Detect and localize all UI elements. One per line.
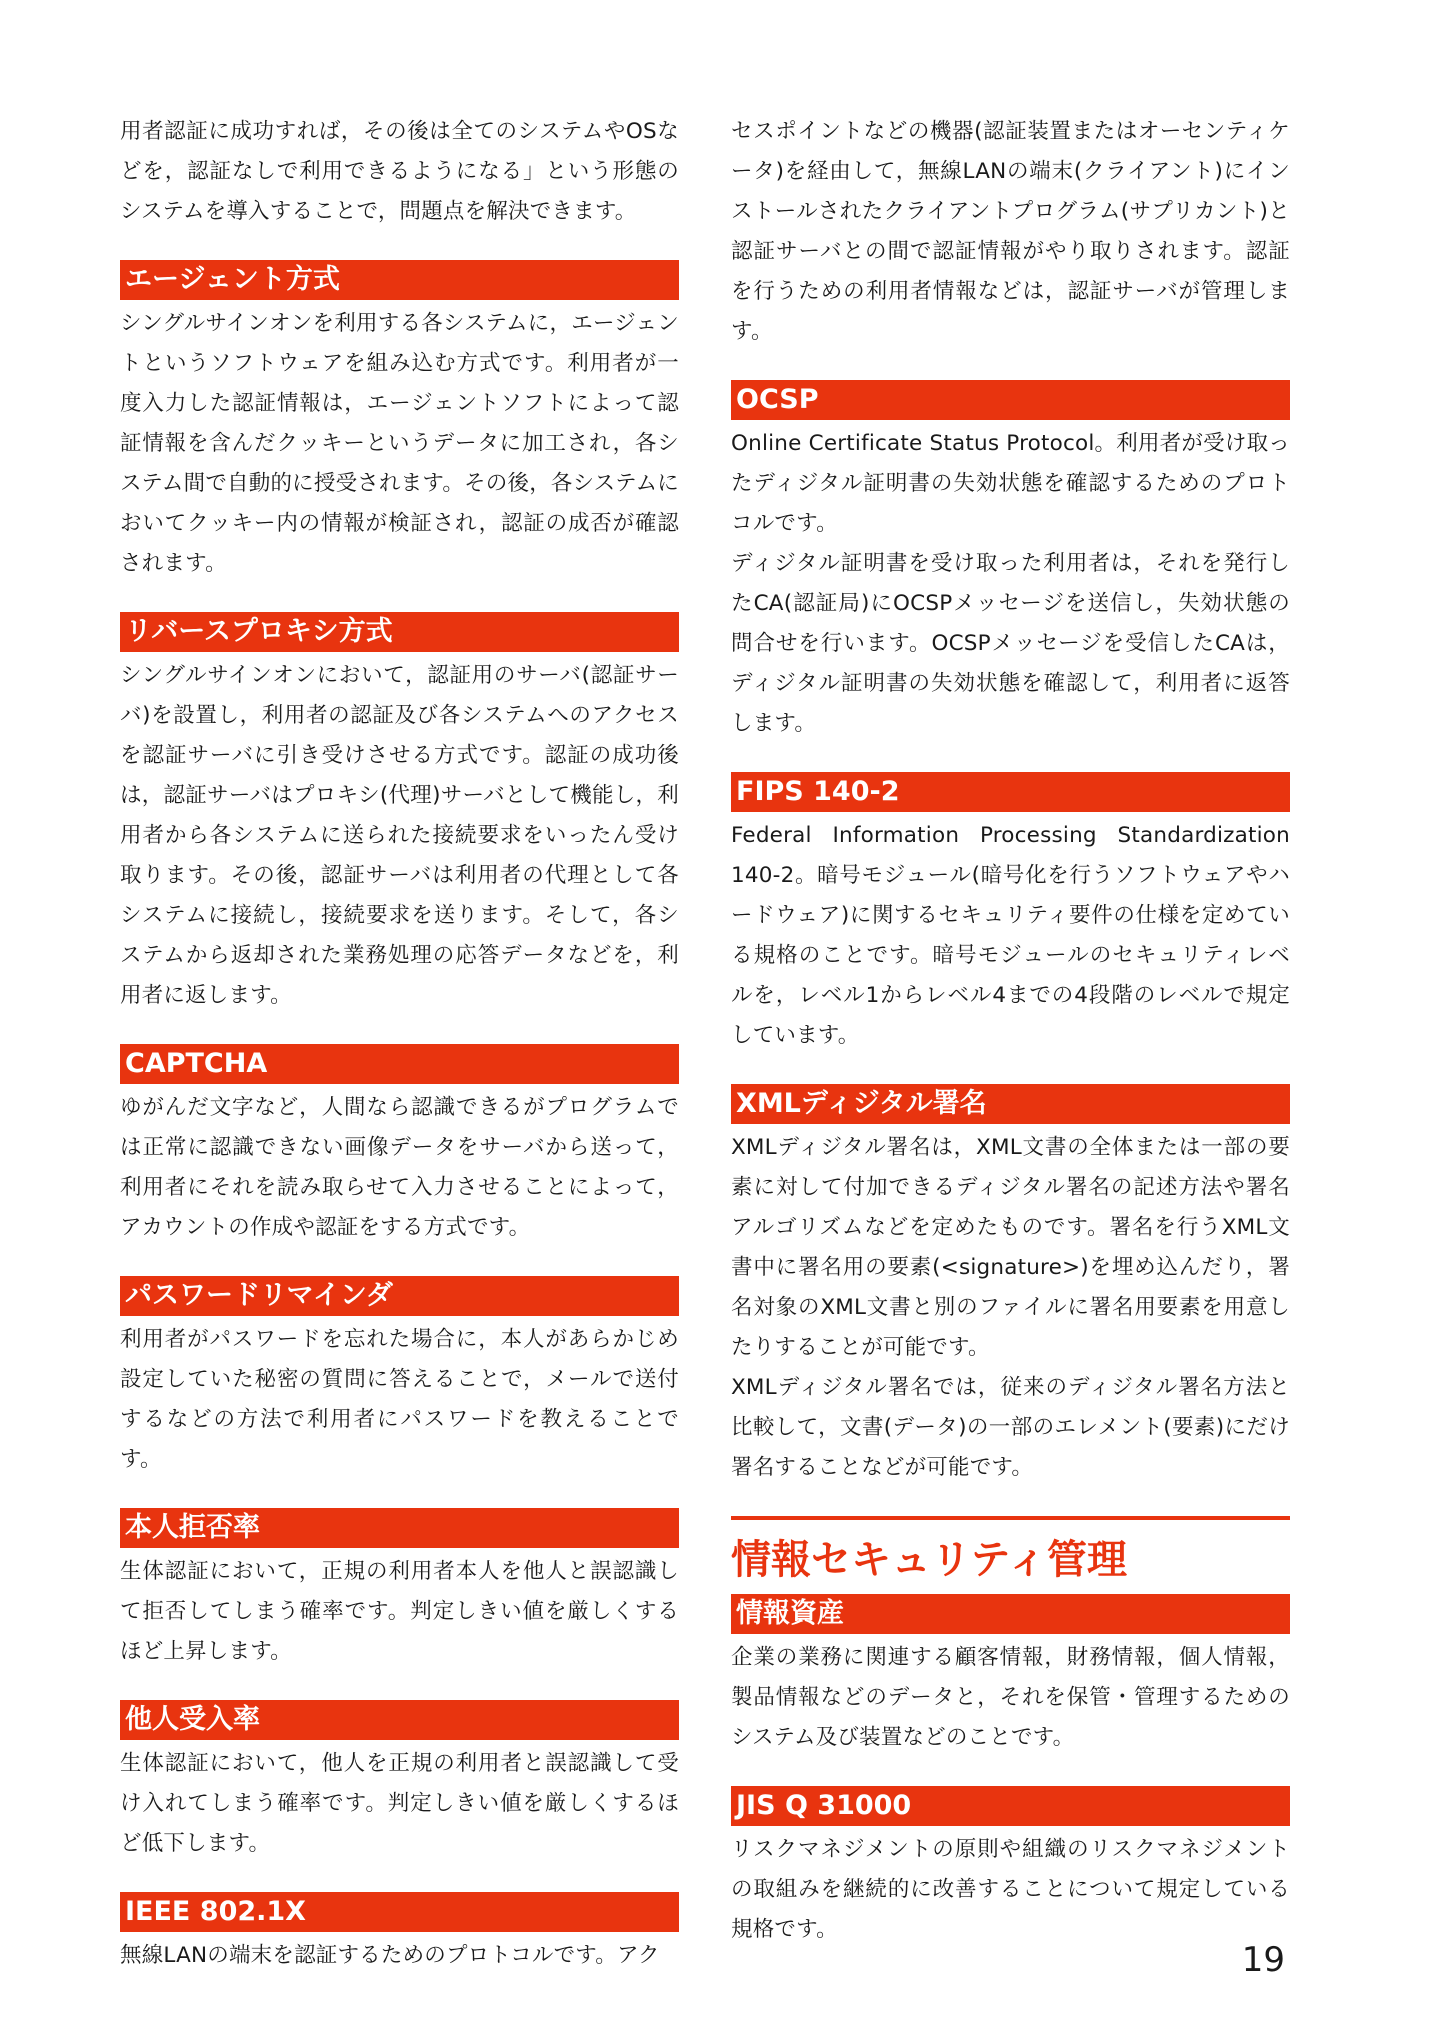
right-column (731, 112, 1290, 1978)
section-heading: JIS Q 31000 (731, 1786, 1290, 1826)
section-fips-140-2 (731, 772, 1290, 1056)
page-number: 19 (1241, 1940, 1285, 1980)
left-column (120, 112, 679, 2004)
section-heading: XMLディジタル署名 (731, 1084, 1290, 1124)
section-heading: 本人拒否率 (120, 1508, 679, 1548)
section-password-reminder (120, 1276, 679, 1480)
body-paragraph: ゆがんだ文字など，人間なら認識できるがプログラムでは正常に認識できない画像データをサーバから送って，利用者にそれを読み取らせて入力させることによって，アカウントの作成や認証をする方式です。 (120, 1095, 679, 1240)
body-paragraph: 利用者がパスワードを忘れた場合に，本人があらかじめ設定していた秘密の質問に答えることで，メールで送付するなどの方法で利用者にパスワードを教えることです。 (120, 1327, 679, 1472)
body-paragraph: 生体認証において，他人を正規の利用者と誤認識して受け入れてしまう確率です。判定しきい値を厳しくするほど低下します。 (120, 1751, 679, 1856)
body-paragraph: シングルサインオンを利用する各システムに，エージェントというソフトウェアを組み込む方式です。利用者が一度入力した認証情報は，エージェントソフトによって認証情報を含んだクッキーというデータに加工され，各システム間で自動的に授受されます。その後，各システムにおいてクッキー内の情報が検証され，認証の成否が確認されます。 (120, 311, 679, 576)
left-intro-block (120, 112, 679, 232)
section-reverse-proxy-method (120, 612, 679, 1016)
section-heading: 情報資産 (731, 1594, 1290, 1634)
section-information-assets (731, 1594, 1290, 1758)
section-heading: エージェント方式 (120, 260, 679, 300)
section-jis-q-31000 (731, 1786, 1290, 1950)
body-paragraph: Federal Information Processing Standardization 140-2。暗号モジュール(暗号化を行うソフトウェアやハードウェア)に関するセキュリティ要件の仕様を定めている規格のことです。暗号モジュールのセキュリティレベルを，レベル1からレベル4までの4段階のレベルで規定しています。 (731, 823, 1290, 1048)
section-heading: FIPS 140-2 (731, 772, 1290, 812)
body-paragraph: 企業の業務に関連する顧客情報，財務情報，個人情報，製品情報などのデータと，それを保管・管理するためのシステム及び装置などのことです。 (731, 1645, 1290, 1750)
body-paragraph: セスポイントなどの機器(認証装置またはオーセンティケータ)を経由して，無線LANの端末(クライアント)にインストールされたクライアントプログラム(サプリカント)と認証サーバとの間で認証情報がやり取りされます。認証を行うための利用者情報などは，認証サーバが管理します。 (731, 119, 1290, 344)
section-heading: IEEE 802.1X (120, 1892, 679, 1932)
section-captcha (120, 1044, 679, 1248)
chapter-divider (731, 1516, 1290, 1520)
body-paragraph: 生体認証において，正規の利用者本人を他人と誤認識して拒否してしまう確率です。判定しきい値を厳しくするほど上昇します。 (120, 1559, 679, 1664)
section-ocsp (731, 380, 1290, 744)
section-heading: OCSP (731, 380, 1290, 420)
body-paragraph: XMLディジタル署名は，XML文書の全体または一部の要素に対して付加できるディジタル署名の記述方法や署名アルゴリズムなどを定めたものです。署名を行うXML文書中に署名用の要素(<signature>)を埋め込んだり，署名対象のXML文書と別のファイルに署名用要素を用意したりすることが可能です。 (731, 1135, 1290, 1360)
section-false-rejection-rate (120, 1508, 679, 1672)
section-agent-method (120, 260, 679, 584)
section-ieee-8021x (120, 1892, 679, 1976)
chapter-title: 情報セキュリティ管理 (731, 1537, 1127, 1583)
body-paragraph: シングルサインオンにおいて，認証用のサーバ(認証サーバ)を設置し，利用者の認証及び各システムへのアクセスを認証サーバに引き受けさせる方式です。認証の成功後は，認証サーバはプロキシ(代理)サーバとして機能し，利用者から各システムに送られた接続要求をいったん受け取ります。その後，認証サーバは利用者の代理として各システムに接続し，接続要求を送ります。そして，各システムから返却された業務処理の応答データなどを，利用者に返します。 (120, 663, 679, 1008)
section-false-acceptance-rate (120, 1700, 679, 1864)
body-paragraph: Online Certificate Status Protocol。利用者が受け取ったディジタル証明書の失効状態を確認するためのプロトコルです。 (731, 431, 1290, 536)
right-intro-block (731, 112, 1290, 352)
section-heading: リバースプロキシ方式 (120, 612, 679, 652)
body-paragraph: ディジタル証明書を受け取った利用者は，それを発行したCA(認証局)にOCSPメッセージを送信し，失効状態の問合せを行います。OCSPメッセージを受信したCAは，ディジタル証明書の失効状態を確認して，利用者に返答します。 (731, 551, 1290, 736)
body-paragraph: 無線LANの端末を認証するためのプロトコルです。アク (120, 1943, 660, 1968)
section-heading: パスワードリマインダ (120, 1276, 679, 1316)
section-heading: CAPTCHA (120, 1044, 679, 1084)
section-xml-signature (731, 1084, 1290, 1488)
section-heading: 他人受入率 (120, 1700, 679, 1740)
body-paragraph: 用者認証に成功すれば，その後は全てのシステムやOSなどを，認証なしで利用できるようになる」という形態のシステムを導入することで，問題点を解決できます。 (120, 119, 679, 224)
body-paragraph: リスクマネジメントの原則や組織のリスクマネジメントの取組みを継続的に改善することについて規定している規格です。 (731, 1837, 1290, 1942)
body-paragraph: XMLディジタル署名では，従来のディジタル署名方法と比較して，文書(データ)の一部のエレメント(要素)にだけ署名することなどが可能です。 (731, 1375, 1290, 1480)
